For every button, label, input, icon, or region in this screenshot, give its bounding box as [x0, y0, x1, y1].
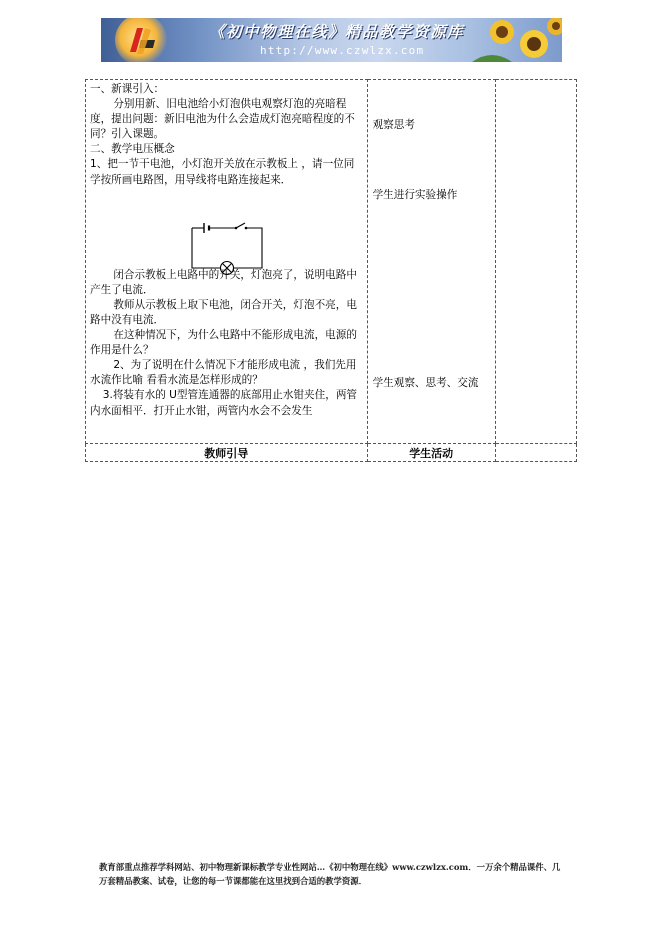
table-footer-row [86, 444, 577, 462]
teacher-guide-cell [86, 80, 368, 444]
section-voltage-heading: 二、教学电压概念 [90, 143, 175, 156]
activity-observe-discuss: 学生观察、思考、交流 [372, 377, 479, 389]
remove-battery-paragraph: 教师从示教板上取下电池，闭合开关，灯泡不亮，电路中没有电流． [90, 298, 357, 326]
close-switch-paragraph: 闭合示教板上电路中的开关，灯泡亮了，说明电路中产生了电流． [90, 268, 357, 296]
footer-teacher-guide: 教师引导 [86, 444, 368, 462]
circuit-wire-right [234, 228, 262, 268]
switch-contact [245, 227, 248, 230]
footer-student-activity: 学生活动 [367, 444, 495, 462]
circuit-diagram [190, 220, 266, 276]
sunflower-icon [472, 18, 562, 62]
question-paragraph: 在这种情况下，为什么电路中不能形成电流，电源的作用是什么？ [90, 329, 357, 357]
section-intro-heading: 一、新课引入： [90, 83, 165, 95]
switch-pivot [235, 227, 238, 230]
activity-observe-think: 观察思考 [372, 119, 415, 131]
activity-experiment: 学生进行实验操作 [372, 189, 458, 201]
lesson-table [85, 79, 577, 462]
step-1-paragraph: 1、把一节干电池，小灯泡开关放在示教板上 ，请一位同学按所画电路图，用导线将电路连接起来． [90, 158, 355, 186]
step-2-paragraph: 2、为了说明在什么情况下才能形成电流 ，我们先用水流作比喻 看看水流是怎样形成的？ [90, 359, 357, 387]
extra-cell [495, 80, 576, 444]
header-banner [101, 18, 562, 62]
site-title: 《初中物理在线》精品教学资源库 [209, 22, 465, 41]
intro-paragraph: 分别用新、旧电池给小灯泡供电观察灯泡的亮暗程度，提出问题：新旧电池为什么会造成灯泡亮暗程度的不同？引入课题。 [90, 98, 355, 141]
page-footer: 教育部重点推荐学科网站、初中物理新课标教学专业性网站…《初中物理在线》www.czwlzx.com．一万余个精品课件、几万套精品教案、试卷，让您的每一节课都能在这里找到合适的教学资源． [99, 862, 561, 886]
step-3-paragraph: 3.将装有水的 U型管连通器的底部用止水钳夹住，两管内水面相平．打开止水钳，两管内水会不会发生 [90, 389, 358, 417]
footer-empty [495, 444, 576, 462]
site-url[interactable]: http://www.czwlzx.com [260, 44, 425, 57]
circuit-wire-left [192, 228, 220, 268]
switch-blade [236, 223, 245, 228]
site-logo-icon [127, 24, 159, 58]
student-activity-cell [367, 80, 495, 444]
content-row [86, 80, 577, 444]
